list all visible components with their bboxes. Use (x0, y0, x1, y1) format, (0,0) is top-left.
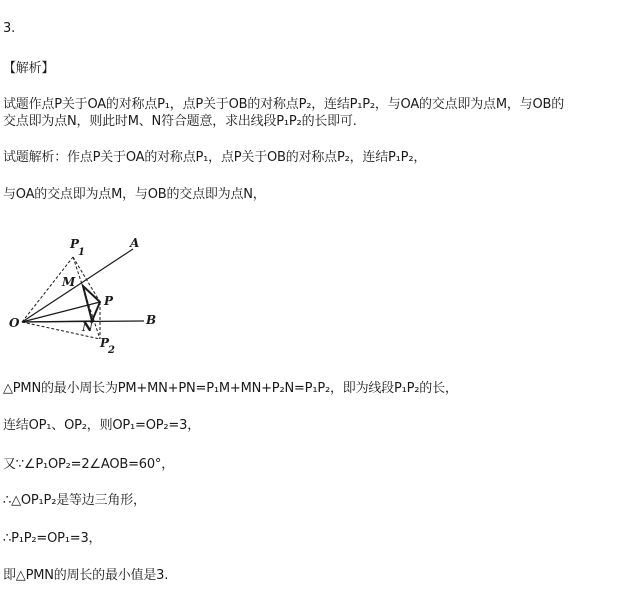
label-n: N (82, 320, 93, 334)
analysis-line-2: 交点即为点N，则此时M、N符合题意，求出线段P₁P₂的长即可. (3, 114, 357, 129)
label-m: M (62, 275, 76, 289)
analysis-line-1: 试题作点P关于OA的对称点P₁，点P关于OB的对称点P₂，连结P₁P₂，与OA的交点即为点M，与OB的 (3, 97, 564, 112)
step-1: △PMN的最小周长为PM+MN+PN=P₁M+MN+P₂N=P₁P₂，即为线段P₁P₂的长， (3, 381, 458, 396)
step-3: 又∵∠P₁OP₂=2∠AOB=60°， (3, 457, 175, 472)
label-p1-subscript: 1 (78, 247, 85, 258)
solution-intro-line-2: 与OA的交点即为点M，与OB的交点即为点N， (3, 187, 266, 202)
problem-number: 3. (3, 21, 16, 36)
step-2: 连结OP₁、OP₂，则OP₁=OP₂=3， (3, 418, 200, 433)
label-p2: P (100, 336, 110, 350)
label-p2-subscript: 2 (108, 345, 115, 356)
label-b: B (146, 313, 157, 327)
analysis-heading: 【解析】 (3, 61, 55, 76)
geometry-diagram (0, 226, 170, 361)
step-5: ∴P₁P₂=OP₁=3， (3, 531, 102, 546)
label-p1: P (70, 237, 80, 251)
step-4: ∴△OP₁P₂是等边三角形， (3, 493, 146, 508)
solution-intro-line-1: 试题解析：作点P关于OA的对称点P₁，点P关于OB的对称点P₂，连结P₁P₂， (3, 150, 427, 165)
step-6: 即△PMN的周长的最小值是3. (3, 568, 169, 583)
label-a: A (130, 236, 140, 250)
segment-p1p (73, 257, 100, 302)
geometry-figure (0, 226, 170, 361)
segment-op1 (22, 257, 73, 322)
label-p: P (104, 294, 114, 308)
label-o: O (9, 316, 20, 330)
ray-oa (22, 249, 133, 322)
triangle-pmn (83, 286, 100, 321)
